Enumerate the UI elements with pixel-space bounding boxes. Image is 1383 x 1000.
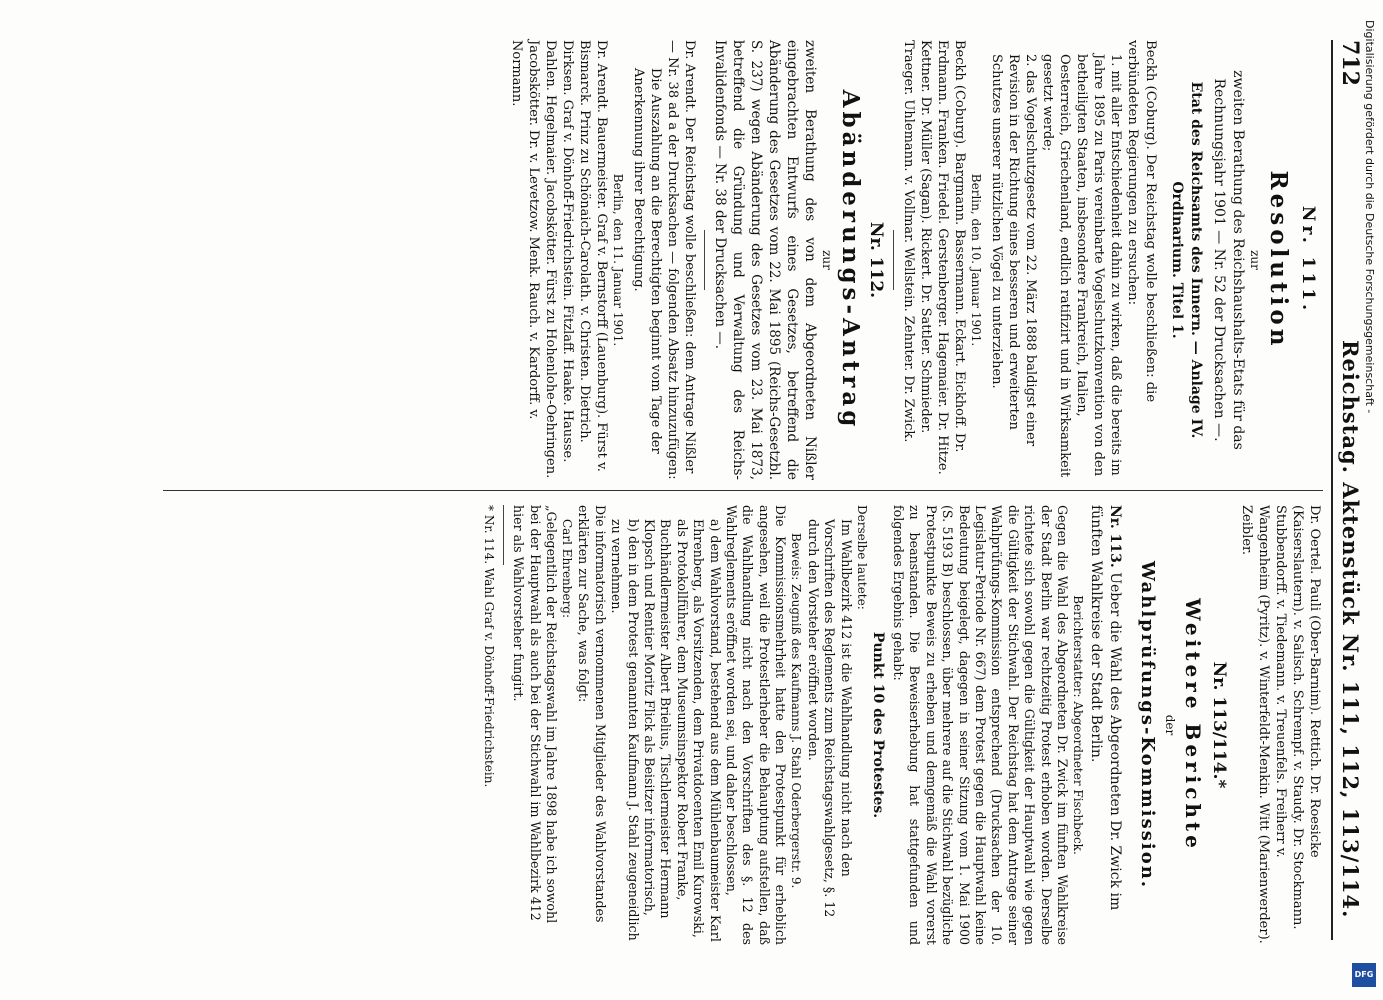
right-column — [481, 505, 1323, 945]
date-2: Berlin, den 11. Januar 1901. — [610, 173, 625, 347]
signers-1: Beckh (Coburg). Bargmann. Bassermann. Eckart. Eickhoff. Dr. Erdmann. Franken. Friedel. Gerstenberger. Hagemaier. Dr. Hitze. Kettner. Dr. Müller (Sagan). Rickert. Dr. Sattler. Schmieder. Traeger. Uhlemann. v. Vollmar. Wellstein. Zehnter. Dr. Zwick. — [900, 40, 967, 475]
antrag-intro: zweiten Berathung des von dem Abgeordneten Nißler eingebrachten Entwurfs eines Gesetzes, betreffend die Abänderung des Gesetzes vom 22. Mai 1895 (Reichs-Gesetzbl. S. 237) wegen Abänderung des Gesetzes vom 23. Mai 1873, betreffend die Gründung und Verwaltung des Reichs-Invalidenfonds — Nr. 38 der Drucksachen —. — [711, 40, 818, 480]
nr113-heading: Nr. 113/114.* — [1209, 661, 1229, 789]
footnote: * Nr. 114. Wahl Graf v. Dönhoff-Friedrichstein. — [481, 505, 496, 788]
wpk-heading: Wahlprüfungs-Kommission. — [1137, 560, 1158, 890]
der-label: der — [1163, 714, 1177, 736]
etat-heading: Etat des Reichsamts des Innern. — Anlage IV. Ordinarium. Titel 1. — [1169, 81, 1204, 439]
point-2: 2. das Vogelschutzgesetz vom 22. März 1888 baldigst einer Revision in der Richtung eines besseren und erweiterten Schutzes unserer nützlichen Vögel zu unterziehen. — [988, 54, 1038, 447]
wahl-heading — [1086, 505, 1124, 945]
column-divider — [163, 490, 1323, 491]
punkt10-heading: Punkt 10 des Protestes. — [869, 631, 886, 819]
quote-2: „Gelegentlich der Reichstagswahl im Jahre 1898 habe ich sowohl bei der Hauptwahl als auch bei der Stichwahl im Wahlbezirk 412 hier als Wahlvorsteher fungirt. — [511, 505, 560, 924]
dfg-logo: DFG — [1352, 963, 1376, 987]
point-1: 1. mit aller Entschiedenheit dahin zu wirken, daß die bereits im Jahre 1895 zu Paris vereinbarte Vogelschutzkonvention von den betheiligten Staaten, insbesondere Frankreich, Italien, Oesterreich, Griechenland, endlich ratifizirt und in Wirksamkeit gesetzt werde; — [1039, 54, 1123, 478]
resolution-title: Resolution — [1265, 170, 1292, 350]
body-3: Die informatorisch vernommenen Mitglieder des Wahlvorstandes erklärten zur Sache, was folgt: — [576, 505, 608, 923]
page-number: 712 — [1337, 40, 1363, 86]
arendt-quote: Die Auszahlung an die Berechtigten beginnt vom Tage der Anerkennung ihrer Berechtigung. — [630, 68, 663, 454]
digitization-credit — [1346, 20, 1376, 1000]
ehrenberg-label: Carl Ehrenberg: — [560, 519, 575, 619]
ueber-text: Ueber die Wahl des Abgeordneten Dr. Zwick im fünften Wahlkreise der Stadt Berlin. — [1088, 505, 1123, 911]
signers-continued: Dr. Oertel. Pauli (Ober-Barnim). Rettich. Dr. Roesicke (Kaiserslautern). v. Salisch. Schrempf. v. Staudy. Dr. Stockmann. Stubbendorff. v. Tiedemann. v. Treuenfels. Freiherr v. Wangenheim (Pyritz). v. Winterfeldt-Menkin. Witt (Marienwerder). Zeibler. — [1239, 505, 1322, 944]
derselbe: Derselbe lautete: — [854, 505, 869, 610]
credit-text: Digitalisierung gefördert durch die Deutsche Forschungsgemeinschaft - — [1363, 20, 1376, 414]
zur-label: zur — [1248, 250, 1262, 270]
item-a: a) dem Wahlvorstand, bestehend aus dem Mühlenbaumeister Karl Ehrenberg, als Vorsitzenden, dem Privatdocenten Emil Kurowski, als Protokollführer, dem Museumsinspektor Robert Franke, Buchhändlermeister Albert Brielius, Tischlermeister Hermann Klopsch und Rentier Moritz Flick als Beisitzer informatorisch, — [642, 519, 723, 942]
item-b: b) den in dem Protest genannten Kaufmann J. Stahl zeugeneidlich zu vernehmen. — [609, 519, 641, 941]
body-2: Die Kommissionsmehrheit hatte den Protestpunkt für erheblich angesehen, weil die Protestlerheber die Behauptung aufstellen, daß die Wahlhandlung nicht nach den Vorschriften des §. 12 des Wahlreglements eröffnet worden sei, und daher beschlossen, — [724, 505, 789, 945]
date-1: Berlin, den 10. Januar 1901. — [968, 173, 983, 347]
zur-label-2: zur — [819, 250, 834, 270]
berichterstatter: Berichterstatter: Abgeordneter Fischbeck. — [1071, 595, 1085, 855]
weitere-berichte: Weitere Berichte — [1181, 598, 1205, 852]
beckh-para: Beckh (Coburg). Der Reichstag wolle beschließen: die verbündeten Regierungen zu ersuchen: — [1125, 40, 1158, 403]
running-head: Reichstag. Aktenstück Nr. 111, 112, 113/114. — [1338, 340, 1363, 919]
left-column — [508, 40, 1323, 480]
footnote-rule — [503, 505, 504, 565]
divider-2 — [704, 230, 705, 290]
body-1: Gegen die Wahl des Abgeordneten Dr. Zwick im fünften Wahlkreise der Stadt Berlin war rechtzeitig Protest erhoben worden. Derselbe richtete sich sowohl gegen die Gültigkeit der Hauptwahl wie gegen die Gültigkeit der Stichwahl. Der Reichstag hat dem Antrage seiner Wahlprüfungs-Kommission entsprechend (Drucksachen der 10. Legislatur-Periode Nr. 667) dem Protest gegen die Hauptwahl keine Bedeutung beigelegt, dagegen in seiner Sitzung vom 1. Mai 1900 (S. 5193 B) beschlossen, über mehrere auf die Stichwahl bezügliche Protestpunkte Beweis zu erheben und demgemäß die Wahl vorerst zu beanstanden. Die Beweiserhebung hat stattgefunden und folgendes Ergebnis gehabt: — [890, 505, 1070, 945]
nr113-label: Nr. 113. — [1107, 505, 1123, 568]
quote-1: Im Wahlbezirk 412 ist die Wahlhandlung nicht nach den Vorschriften des Reglements zum Reichstagswahlgesetz, §. 12 durch den Vorsteher eröffnet worden. — [805, 519, 854, 918]
arendt-para: Dr. Arendt. Der Reichstag wolle beschließen: dem Antrage Nißler — Nr. 38 ad a der Drucksachen — folgenden Absatz hinzuzufügen: — [664, 40, 697, 480]
divider — [893, 230, 894, 290]
nr111-heading: Nr. 111. — [1298, 205, 1318, 315]
beweis: Beweis: Zeugniß des Kaufmanns J. Stahl Oderbergerstr. 9. — [789, 533, 804, 889]
resolution-intro: zweiten Berathung des Reichshaushalts-Etats für das Rechnungsjahr 1901 — Nr. 52 der Drucksachen —. — [1211, 70, 1246, 450]
signers-2: Dr. Arendt. Bauermeister. Graf v. Bernstorff (Lauenburg). Fürst v. Bismarck. Prinz zu Schönaich-Carolath. v. Christen. Dietrich. Dirksen. Graf v. Dönhoff-Friedrichstein. Fitzlaff. Haake. Hausse. Dahlen. Hegelmaier. Jacobskötter. Fürst zu Hohenlohe-Oehringen. Jacobskötter. Dr. v. Levetzow. Menk. Rauch. v. Kardorff. v. Normann. — [508, 40, 609, 479]
nr112-heading: Nr. 112. — [865, 221, 886, 299]
antrag-title: Abänderungs-Antrag — [836, 89, 864, 431]
